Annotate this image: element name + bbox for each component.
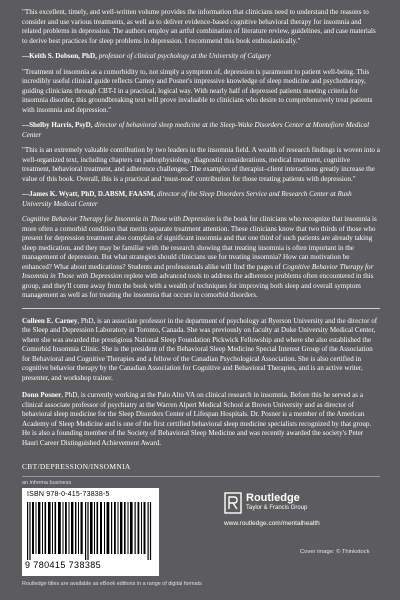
book-description xyxy=(22,215,380,301)
author-name: Colleen E. Carney xyxy=(22,316,78,325)
reviewer-title: professor of clinical psychology at the University of Calgary xyxy=(98,52,271,60)
reviewer-title: director of behavioral sleep medicine at the Sleep-Wake Disorders Center at Montefiore Medical Center xyxy=(22,121,370,139)
reviewer-title: director of the Sleep Disorders Service and Research Center at Rush University Medical Center xyxy=(22,190,352,208)
subject-category: CBT/DEPRESSION/INSOMNIA xyxy=(22,462,131,471)
publisher-block xyxy=(224,492,384,552)
author-bio xyxy=(22,391,380,448)
review-attribution xyxy=(22,52,380,62)
cover-text xyxy=(22,8,380,456)
reviewer-name: —James K. Wyatt, PhD, D.ABSM, FAASM, xyxy=(22,190,156,198)
review-attribution xyxy=(22,121,380,140)
author-bio-text: , PhD, is currently working at the Palo Alto VA on clinical research in insomnia. Before this he served as a clinical associate professor of psychiatry at the Warren Alpert Medical School at Brown University and as director of behavioral sleep medicine for the Sleep Disorders Center of Lifespan Hospitals. Dr. Posner is a member of the American Academy of Sleep Medicine and is one of the first certified behavioral sleep medicine specialists recognized by that group. He is also a founding member of the Society of Behavioral Sleep Medicine and was recently awarded the society's Peter Hauri Career Distinguished Achievement Award. xyxy=(22,391,372,447)
barcode-digits: 9 780415 738385 xyxy=(25,560,102,570)
ebook-note: Routledge titles are available as eBook editions in a range of digital formats xyxy=(22,581,202,587)
author-bio-text: , PhD, is an associate professor in the department of psychology at Ryerson University and the director of the Sleep and Depression Laboratory in Toronto, Canada. She was previously on faculty at Duke University Medical Center, where she was awarded the prestigious National Sleep Foundation Pickwick Fellowship and where she also established the Comorbid Insomnia Clinic. She is the president of the Behavioral Sleep Medicine Special Interest Group of the Association for Behavioral and Cognitive Therapies and a fellow of the Canadian Psychological Association. She is also certified in cognitive behavior therapy by the Canadian Association for Cognitive and Behavioral Therapies, and is an active writer, presenter, and workshop trainer. xyxy=(22,316,378,382)
divider xyxy=(22,308,380,309)
cover-credit: Cover image: © Thinkstock xyxy=(300,549,370,555)
author-name: Donn Posner xyxy=(22,391,62,399)
description-text: replete with advanced tools to address the adherence problems often encountered in this group, and they'll come away from the book with a wealth of techniques for improving both sleep and overall symptom management as well as for treating the insomnia that occurs in comorbid disorders. xyxy=(22,272,374,299)
publisher-group: Taylor & Francis Group xyxy=(246,505,308,511)
routledge-logo-icon xyxy=(224,492,242,514)
barcode-icon xyxy=(27,502,154,560)
publisher-name: Routledge xyxy=(246,492,300,504)
reviewer-name: —Shelby Harris, PsyD, xyxy=(22,121,93,129)
book-title: Cognitive Behavior Therapy for Insomnia in Those with Depression xyxy=(22,215,215,223)
reviewer-name: —Keith S. Dobson, PhD, xyxy=(22,52,97,60)
author-bio xyxy=(22,317,380,384)
review-quote: "This excellent, timely, and well-written volume provides the information that clinicians need to understand the reasons to consider and use various treatments, as well as to deliver evidence-based cognitive behavioral therapy for insomnia and related problems in depression. The authors employ an artful combination of literature review, guidelines, and case materials to derive best practices for sleep problems in depression. I recommend this book enthusiastically." xyxy=(22,8,376,45)
review-attribution xyxy=(22,190,380,209)
publisher-url: www.routledge.com/mentalhealth xyxy=(224,520,320,527)
divider xyxy=(22,476,380,477)
description-text: is the book for clinicians who recognize that insomnia is more often a comorbid condition that merits separate treatment attention. These clinicians know that two thirds of those who present for depression treatment also complain of significant insomnia and that one third of such patients are already taking sleep medication, and they may be familiar with the research showing that treating insomnia is often important in the management of depression. But what strategies should clinicians use for treating insomnia? How can motivation be enhanced? What about medications? Students and professionals alike will find the pages of xyxy=(22,215,377,271)
book-title: Cognitive Behavior Therapy for Insomnia in Those with Depression xyxy=(22,262,374,280)
isbn-barcode xyxy=(22,488,159,576)
review-quote: "Treatment of insomnia as a comorbidity to, not simply a symptom of, depression is paramount to patient well-being. This incredibly useful clinical guide reflects Carney and Posner's impressive knowledge of sleep medicine and psychotherapy, guiding clinicians through CBT-I in a practical, logical way. With nearly half of depressed patients meeting criteria for insomnia disorder, this groundbreaking text will prove invaluable to clinicians who desire to comprehensively treat patients with insomnia and depression." xyxy=(22,67,373,114)
review-quote: "This is an extremely valuable contribution by two leaders in the insomnia field. A wealth of research findings is woven into a well-organized text, including chapters on pathophysiology, diagnostic considerations, medical treatment, cognitive treatment, behavioral treatment, and adherence challenges. The examples of therapist–client interactions greatly increase the value of this book. Overall, this is a practical and 'must-read' contribution for those treating patients with depression." xyxy=(22,146,380,183)
informa-tagline: an informa business xyxy=(22,480,72,486)
isbn-label: ISBN 978-0-415-73838-5 xyxy=(27,491,110,498)
